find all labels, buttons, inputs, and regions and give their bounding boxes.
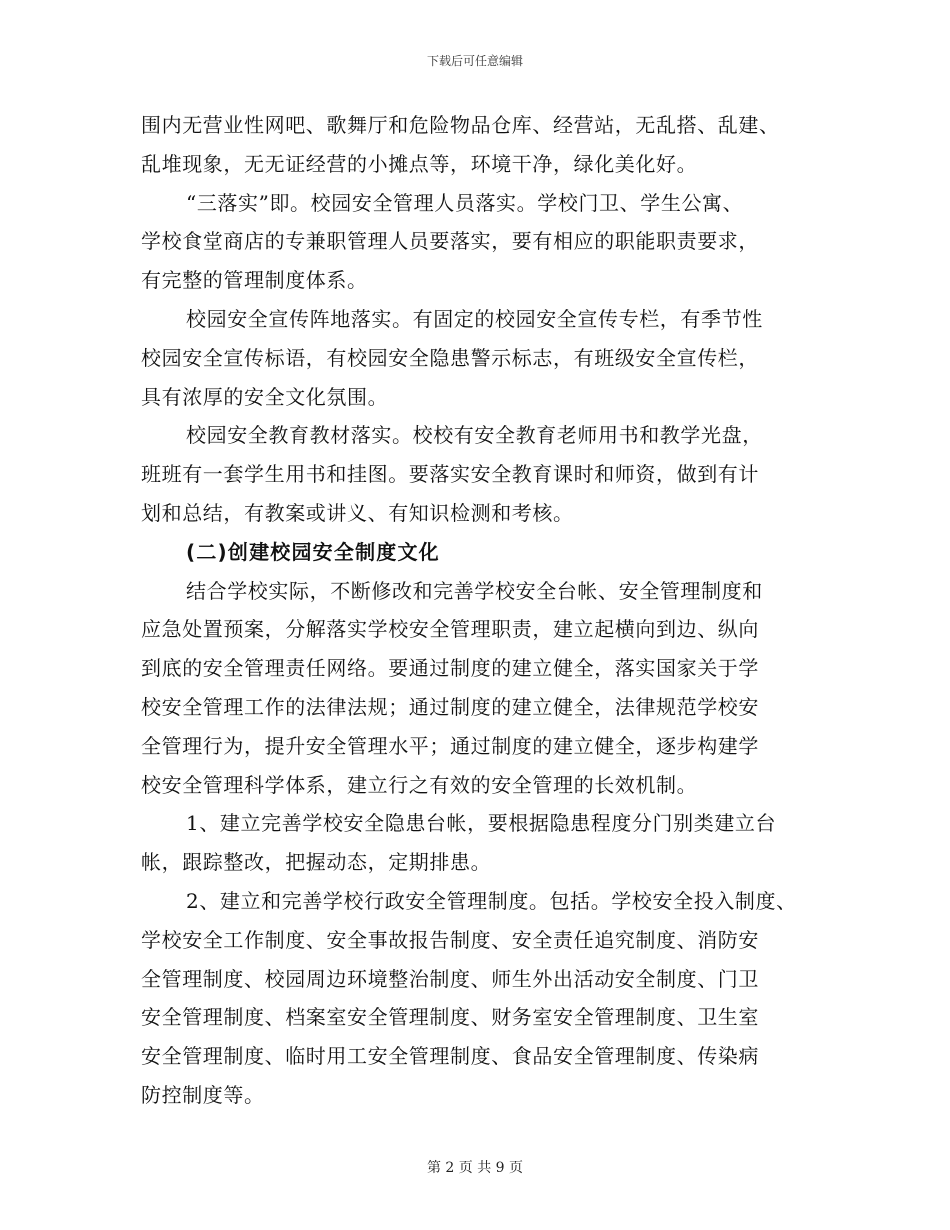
text-line: “三落实”即。校园安全管理人员落实。学校门卫、学生公寓、 (186, 190, 744, 215)
text-line: 帐，跟踪整改，把握动态，定期排患。 (141, 850, 492, 875)
text-line: 校园安全教育教材落实。校校有安全教育老师用书和教学光盘， (186, 423, 763, 448)
paragraph (141, 300, 831, 416)
paragraph (141, 804, 831, 882)
paragraph (141, 106, 831, 184)
document-body (141, 106, 831, 1115)
text-line: 结合学校实际，不断修改和完善学校安全台帐、安全管理制度和 (186, 578, 763, 603)
paragraph (141, 184, 831, 300)
section-heading: (二)创建校园安全制度文化 (186, 539, 440, 564)
paragraph (141, 416, 831, 532)
text-line: 具有浓厚的安全文化氛围。 (141, 384, 389, 409)
text-line: 校园安全宣传标语，有校园安全隐患警示标志，有班级安全宣传栏， (141, 345, 759, 370)
text-line: 围内无营业性网吧、歌舞厅和危险物品仓库、经营站，无乱搭、乱建、 (141, 113, 780, 137)
text-line: 应急处置预案，分解落实学校安全管理职责，建立起横向到边、纵向 (141, 617, 759, 642)
text-line: 班班有一套学生用书和挂图。要落实安全教育课时和师资，做到有计 (141, 462, 759, 487)
text-line: 安全管理制度、档案室安全管理制度、财务室安全管理制度、卫生室 (141, 1005, 759, 1030)
paragraph (141, 882, 831, 1115)
paragraph (141, 572, 831, 805)
text-line: 防控制度等。 (141, 1082, 265, 1107)
text-line: 学校安全工作制度、安全事故报告制度、安全责任追究制度、消防安 (141, 927, 759, 952)
text-line: 校安全管理工作的法律法规；通过制度的建立健全，法律规范学校安 (141, 694, 759, 719)
text-line: 全管理制度、校园周边环境整治制度、师生外出活动安全制度、门卫 (141, 966, 759, 991)
text-line: 学校食堂商店的专兼职管理人员要落实，要有相应的职能职责要求， (141, 229, 759, 254)
text-line: 校园安全宣传阵地落实。有固定的校园安全宣传专栏，有季节性 (186, 306, 763, 331)
text-line: 1、建立完善学校安全隐患台帐，要根据隐患程度分门别类建立台 (186, 811, 777, 836)
text-line: 划和总结，有教案或讲义、有知识检测和考核。 (141, 500, 574, 525)
text-line: 有完整的管理制度体系。 (141, 268, 368, 293)
text-line: 安全管理制度、临时用工安全管理制度、食品安全管理制度、传染病 (141, 1044, 759, 1069)
text-line: 到底的安全管理责任网络。要通过制度的建立健全，落实国家关于学 (141, 656, 759, 681)
text-line: 校安全管理科学体系，建立行之有效的安全管理的长效机制。 (141, 772, 698, 797)
text-line: 全管理行为，提升安全管理水平；通过制度的建立健全，逐步构建学 (141, 733, 759, 758)
page-header: 下载后可任意编辑 (426, 54, 523, 68)
text-line: 乱堆现象，无无证经营的小摊点等，环境干净，绿化美化好。 (141, 151, 698, 176)
page-number: 第 2 页 共 9 页 (426, 1160, 524, 1176)
text-line: 2、建立和完善学校行政安全管理制度。包括。学校安全投入制度、 (186, 888, 797, 913)
